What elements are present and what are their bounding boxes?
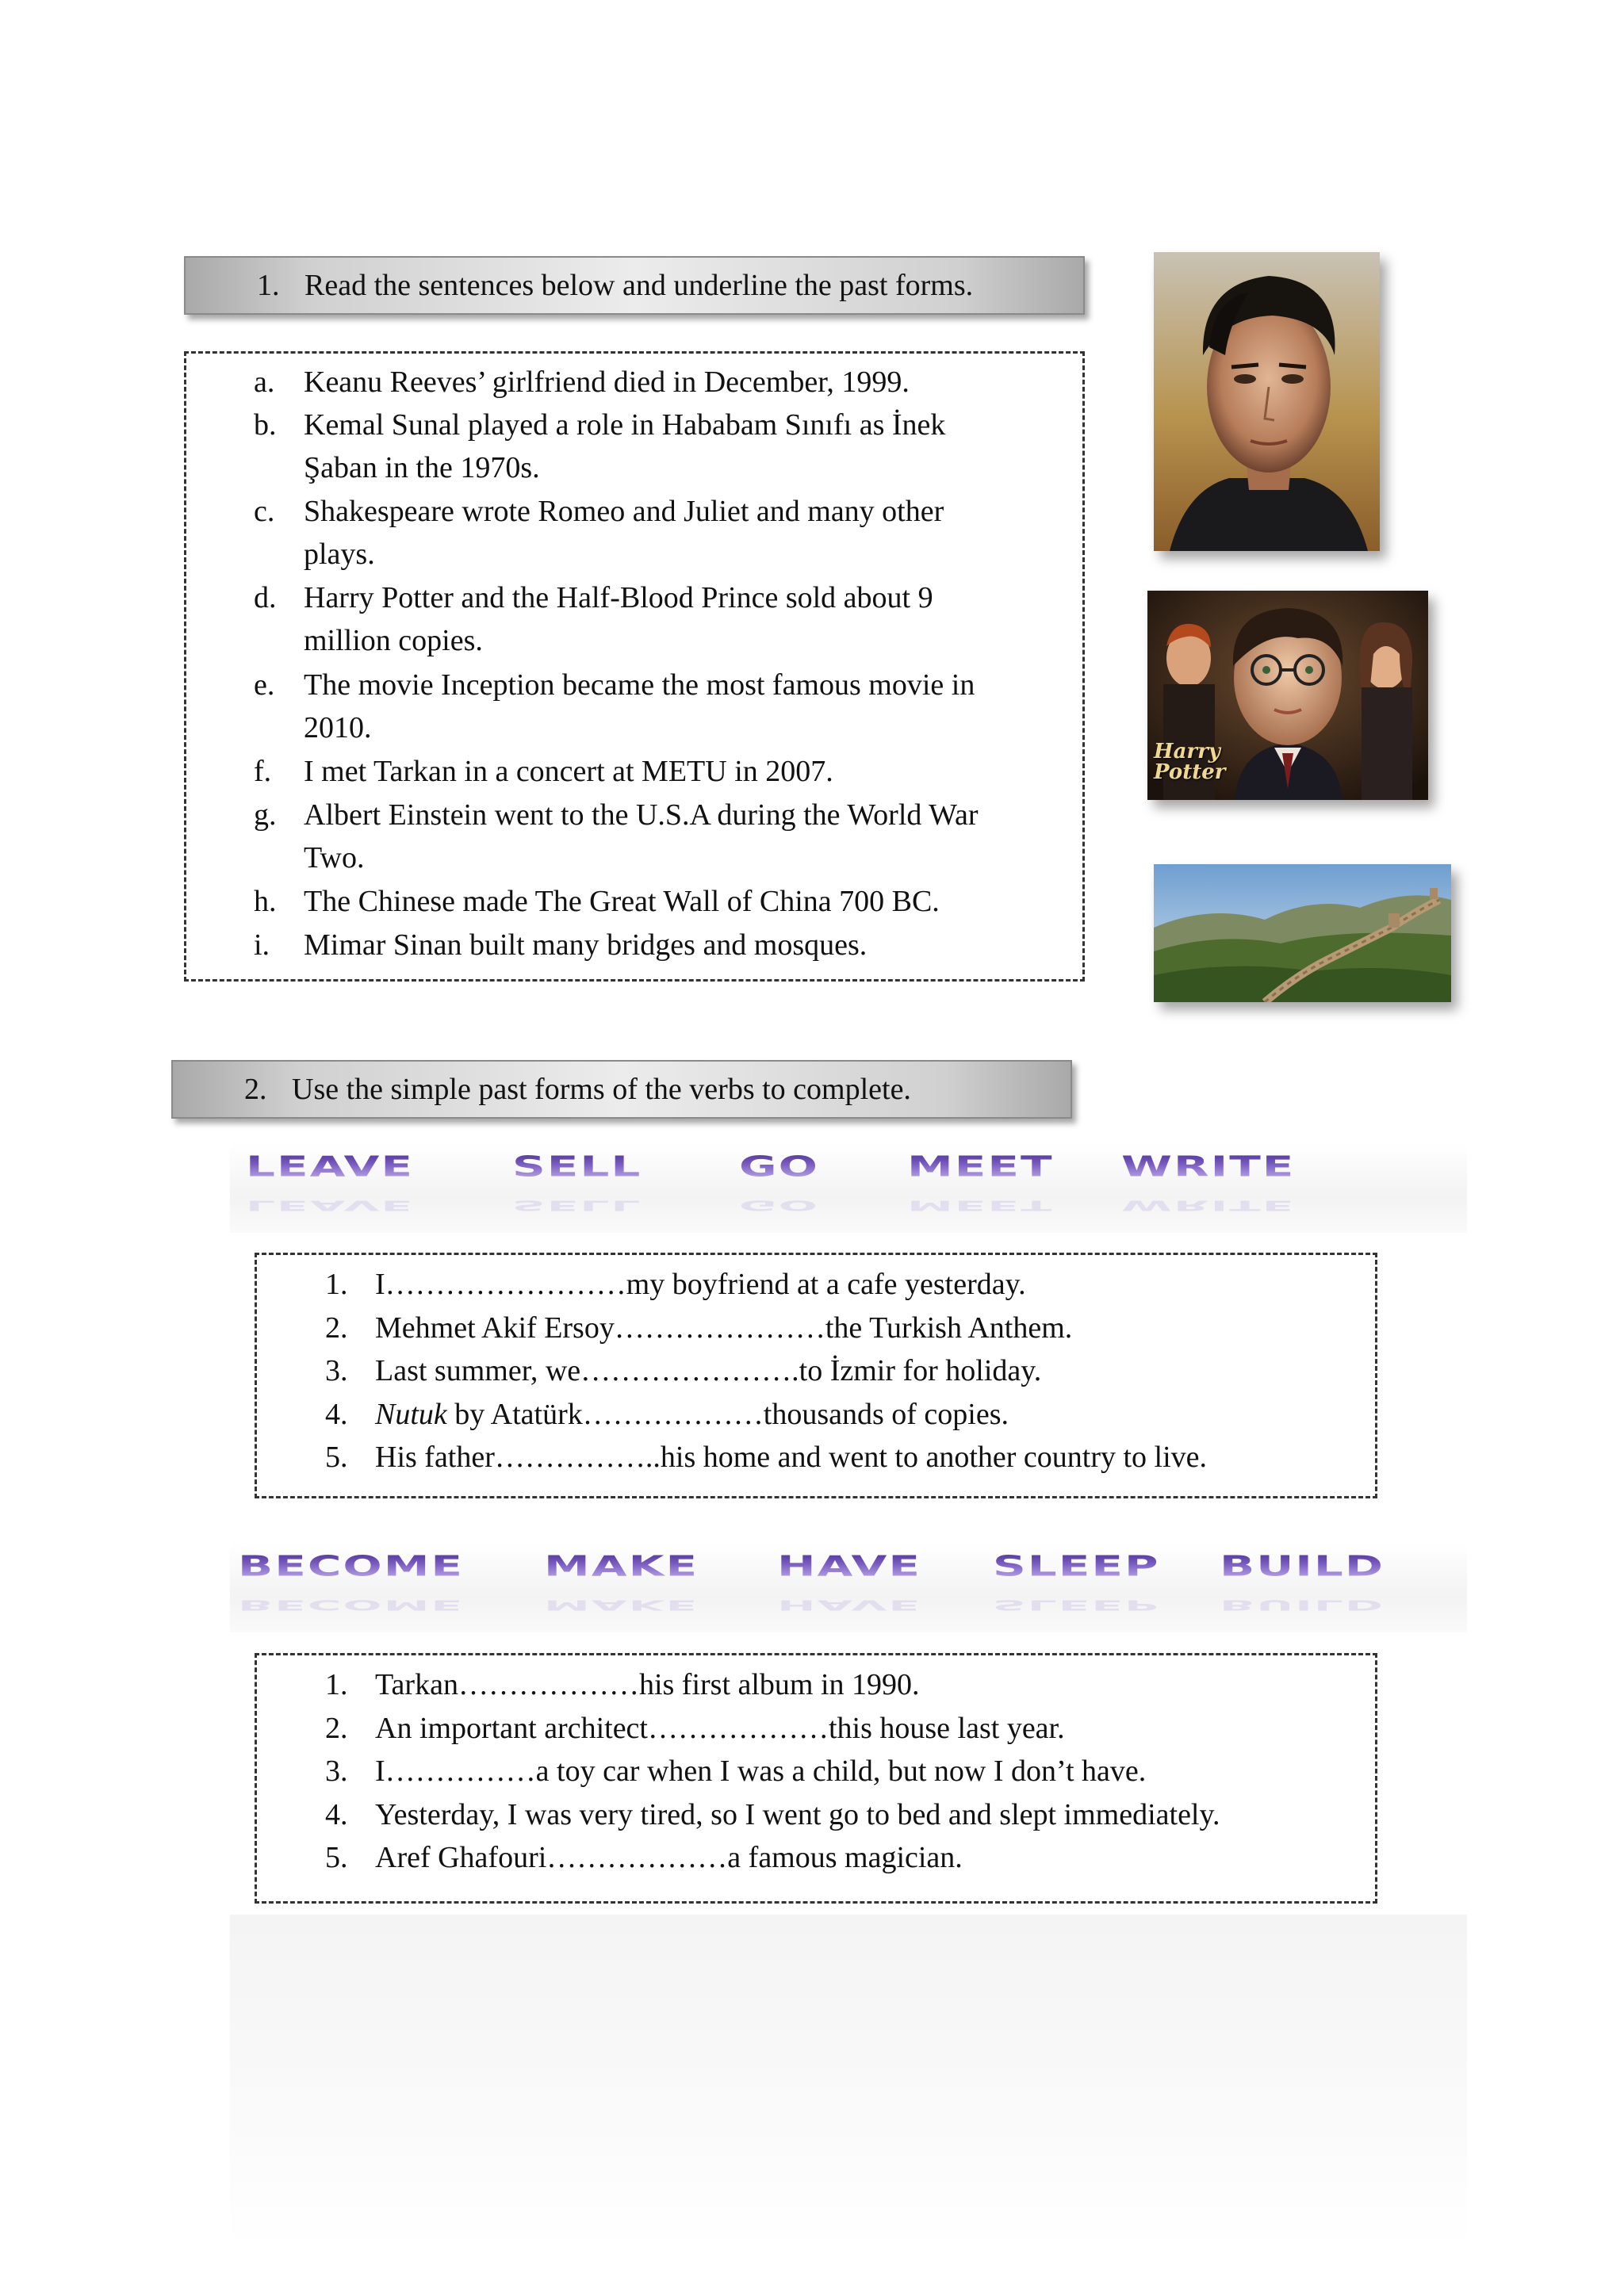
verb-have: HAVE [777, 1549, 921, 1583]
item-e-text-1: The movie Inception became the most famous movie in [304, 668, 975, 702]
great-wall-photo [1154, 864, 1451, 1002]
item-g-text-1: Albert Einstein went to the U.S.A during the World War [304, 798, 979, 832]
verb-leave-reflection: LEAVE [246, 1197, 415, 1214]
box1-item2-number: 2. [325, 1311, 348, 1345]
box1-item3-text: Last summer, we………………….to İzmir for holiday. [375, 1354, 1042, 1387]
box1-item1-text: I……………………my boyfriend at a cafe yesterday. [375, 1268, 1026, 1301]
verb-sleep-reflection: SLEEP [993, 1597, 1160, 1613]
item-f-text: I met Tarkan in a concert at METU in 2007. [304, 755, 833, 788]
box2-item2-number: 2. [325, 1712, 348, 1745]
item-c-marker: c. [254, 495, 275, 528]
section1-header [184, 256, 1085, 315]
box2-item2-text: An important architect………………this house last year. [375, 1712, 1065, 1745]
box2-item1-number: 1. [325, 1668, 348, 1701]
section2-header [171, 1060, 1072, 1119]
box1-item2-text: Mehmet Akif Ersoy…………………the Turkish Anthem. [375, 1311, 1073, 1345]
item-a-marker: a. [254, 365, 275, 399]
item-c-text-2: plays. [304, 538, 375, 571]
verb-meet: MEET [907, 1150, 1054, 1184]
item-h-marker: h. [254, 885, 277, 918]
verb-sell: SELL [512, 1150, 642, 1184]
verb-become-reflection: BECOME [238, 1597, 465, 1613]
item-i-marker: i. [254, 928, 270, 962]
harry-potter-logo: Harry Potter [1154, 740, 1226, 784]
box2-item1-text: Tarkan………………his first album in 1990. [375, 1668, 920, 1701]
item-b-text-1: Kemal Sunal played a role in Hababam Sınıfı as İnek [304, 408, 946, 442]
verb-make: MAKE [544, 1549, 699, 1583]
item-e-text-2: 2010. [304, 711, 372, 744]
box2-item5-number: 5. [325, 1841, 348, 1874]
box2-item3-number: 3. [325, 1755, 348, 1788]
verb-go: GO [739, 1150, 819, 1184]
item-f-marker: f. [254, 755, 272, 788]
box1-item4-rest: by Atatürk………………thousands of copies. [446, 1398, 1009, 1431]
item-b-marker: b. [254, 408, 277, 442]
verb-make-reflection: MAKE [544, 1597, 699, 1613]
item-d-marker: d. [254, 581, 277, 614]
verb-build: BUILD [1220, 1549, 1385, 1583]
verb-become: BECOME [238, 1549, 465, 1583]
verb-sleep: SLEEP [993, 1549, 1160, 1583]
box2-item4-number: 4. [325, 1798, 348, 1831]
verb-write: WRITE [1121, 1150, 1296, 1184]
verb-meet-reflection: MEET [907, 1197, 1054, 1214]
verb-leave: LEAVE [246, 1150, 415, 1184]
box2-item5-text: Aref Ghafouri………………a famous magician. [375, 1841, 963, 1874]
box1-item5-text: His father……………..his home and went to another country to live. [375, 1441, 1208, 1474]
item-d-text-2: million copies. [304, 624, 483, 657]
verb-have-reflection: HAVE [777, 1597, 921, 1613]
verb-sell-reflection: SELL [512, 1197, 642, 1214]
item-d-text-1: Harry Potter and the Half-Blood Prince sold about 9 [304, 581, 933, 614]
box1-item1-number: 1. [325, 1268, 348, 1301]
section1-instruction: Read the sentences below and underline the past forms. [304, 269, 974, 302]
verb-go-reflection: GO [739, 1197, 819, 1214]
verb-write-reflection: WRITE [1121, 1197, 1296, 1214]
section1-number: 1. [257, 269, 280, 302]
box2-item3-text: I……………a toy car when I was a child, but now I don’t have. [375, 1755, 1147, 1788]
box1-item4-text [375, 1393, 1009, 1436]
verb-build-reflection: BUILD [1220, 1597, 1385, 1613]
item-g-text-2: Two. [304, 841, 365, 874]
section2-instruction: Use the simple past forms of the verbs to complete. [292, 1073, 911, 1106]
box1-item3-number: 3. [325, 1354, 348, 1387]
item-g-marker: g. [254, 798, 277, 832]
item-b-text-2: Şaban in the 1970s. [304, 451, 540, 484]
box2-item4-text: Yesterday, I was very tired, so I went go to bed and slept immediately. [375, 1798, 1220, 1831]
item-h-text: The Chinese made The Great Wall of China 700 BC. [304, 885, 940, 918]
item-i-text: Mimar Sinan built many bridges and mosques. [304, 928, 868, 962]
keanu-reeves-photo [1154, 252, 1380, 551]
section2-number: 2. [244, 1073, 267, 1106]
box1-item5-number: 5. [325, 1441, 348, 1474]
harry-potter-photo [1147, 591, 1428, 800]
item-c-text-1: Shakespeare wrote Romeo and Juliet and many other [304, 495, 944, 528]
item-a-text: Keanu Reeves’ girlfriend died in December, 1999. [304, 365, 910, 399]
box1-item4-title: Nutuk [375, 1398, 447, 1431]
box1-item4-number: 4. [325, 1398, 348, 1431]
item-e-marker: e. [254, 668, 275, 702]
background-panel [230, 1915, 1467, 2248]
